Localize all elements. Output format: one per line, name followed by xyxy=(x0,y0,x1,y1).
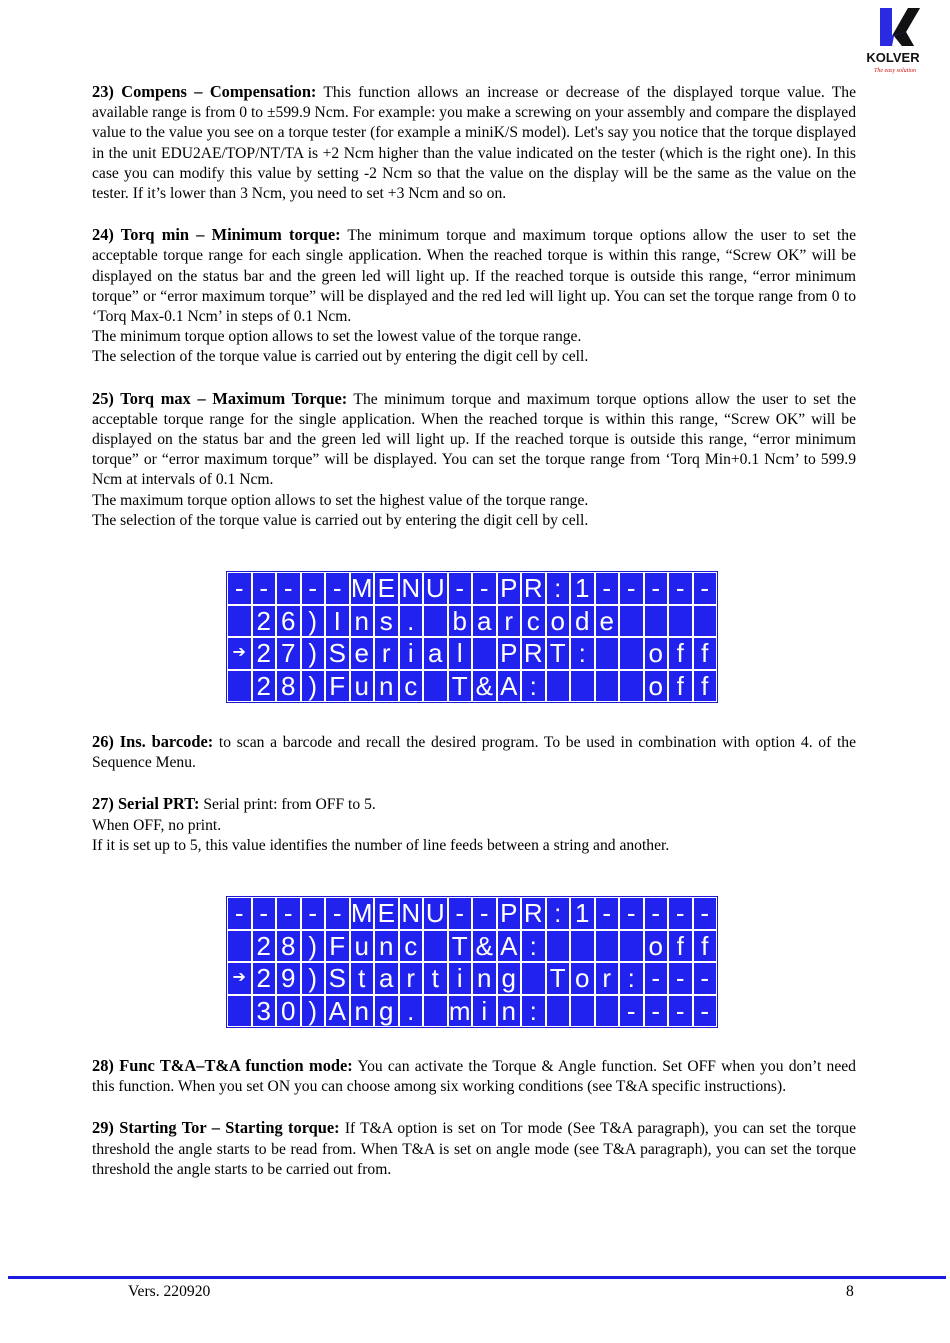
lcd-char-cell: 7 xyxy=(276,637,301,670)
lcd-char-cell: d xyxy=(570,605,595,638)
lcd-char-cell: N xyxy=(399,897,424,930)
lcd-char-cell xyxy=(619,930,644,963)
lcd-char-cell: - xyxy=(227,572,252,605)
lcd-char-cell: t xyxy=(350,962,375,995)
lcd-char-cell xyxy=(693,605,718,638)
lcd-char-cell: r xyxy=(497,605,522,638)
lcd-char-cell: M xyxy=(350,573,373,603)
lcd-char-cell: l xyxy=(448,637,473,670)
lcd-char-cell: 6 xyxy=(276,605,301,638)
lcd-display-menu-2 xyxy=(226,896,718,1028)
section-text: If T&A option is set on Tor mode (See T&A paragraph), you can set the torque threshold the angle starts to be read from. When T&A is set on angle mode (see T&A paragraph), you can set the torque threshold the angle starts to be carried out from. xyxy=(92,1120,856,1178)
lcd-char-cell: ) xyxy=(301,605,326,638)
lcd-char-cell xyxy=(570,670,595,703)
lcd-char-cell: P xyxy=(497,637,522,670)
lcd-char-cell: R xyxy=(521,897,546,930)
lcd-char-cell: P xyxy=(497,897,522,930)
lcd-char-cell: - xyxy=(693,897,718,930)
kolver-logo xyxy=(862,6,924,78)
lcd-char-cell: - xyxy=(668,897,693,930)
lcd-char-cell: - xyxy=(619,572,644,605)
lcd-char-cell: e xyxy=(350,637,375,670)
section-heading: 25) Torq max – Maximum Torque: xyxy=(92,388,348,408)
lcd-char-cell: A xyxy=(497,930,522,963)
lcd-char-cell: c xyxy=(521,605,546,638)
lcd-char-cell: u xyxy=(350,930,375,963)
lcd-char-cell: n xyxy=(472,962,497,995)
logo-name: KOLVER xyxy=(866,50,920,65)
lcd-char-cell xyxy=(546,670,571,703)
lcd-char-cell: T xyxy=(546,962,571,995)
lcd-char-cell: ) xyxy=(301,670,326,703)
lcd-char-cell xyxy=(619,670,644,703)
lcd-char-cell: 2 xyxy=(252,930,277,963)
lcd-char-cell xyxy=(546,995,571,1028)
lcd-char-cell xyxy=(570,930,595,963)
lcd-char-cell: : xyxy=(570,637,595,670)
footer-version: Vers. 220920 xyxy=(128,1283,211,1300)
lcd-char-cell: U xyxy=(423,572,448,605)
lcd-char-cell: R xyxy=(521,637,546,670)
lcd-char-cell: - xyxy=(276,897,301,930)
lcd-char-cell: 9 xyxy=(276,962,301,995)
lcd-char-cell: . xyxy=(399,605,424,638)
lcd-char-cell: : xyxy=(521,930,546,963)
lcd-char-cell: : xyxy=(546,572,571,605)
lcd-char-cell: - xyxy=(693,962,718,995)
lcd-char-cell: t xyxy=(423,962,448,995)
section-line: The maximum torque option allows to set the highest value of the torque range. xyxy=(92,491,589,509)
lcd-char-cell: F xyxy=(325,670,350,703)
lcd-char-cell: : xyxy=(521,670,546,703)
lcd-char-cell xyxy=(472,637,497,670)
lcd-char-cell xyxy=(644,605,669,638)
lcd-char-cell: - xyxy=(619,897,644,930)
section-text: The minimum torque and maximum torque options allow the user to set the acceptable torque range for each single application. When the reached torque is within this range, “Screw OK” will be displayed on the status bar and the green led will light up. If the reached torque is outside this range, “error minimum torque” or “error maximum torque” will be displayed and the red led will light up. You can set the torque range from 0 to ‘Torq Max-0.1 Ncm’ in steps of 0.1 Ncm. xyxy=(92,227,856,326)
lcd-char-cell xyxy=(595,637,620,670)
lcd-char-cell: A xyxy=(497,670,522,703)
lcd-char-cell xyxy=(423,930,448,963)
lcd-char-cell: r xyxy=(595,962,620,995)
lcd-char-cell: a xyxy=(472,605,497,638)
lcd-char-cell: - xyxy=(276,572,301,605)
page-number: 8 xyxy=(846,1283,854,1300)
lcd-char-cell: T xyxy=(448,930,473,963)
lcd-char-cell: A xyxy=(325,995,350,1028)
lcd-char-cell xyxy=(546,930,571,963)
lcd-char-cell: r xyxy=(374,637,399,670)
lcd-char-cell: S xyxy=(325,637,350,670)
lcd-char-cell: 0 xyxy=(276,995,301,1028)
lcd-char-cell: M xyxy=(350,898,373,928)
lcd-char-cell: - xyxy=(325,572,350,605)
section-28 xyxy=(92,1056,856,1097)
lcd-char-cell: i xyxy=(472,995,497,1028)
lcd-char-cell: - xyxy=(668,572,693,605)
lcd-char-cell: U xyxy=(423,897,448,930)
section-27 xyxy=(92,794,856,856)
lcd-char-cell: s xyxy=(374,605,399,638)
lcd-char-cell xyxy=(423,605,448,638)
lcd-char-cell xyxy=(423,995,448,1028)
lcd-char-cell: o xyxy=(644,930,669,963)
lcd-char-cell: 2 xyxy=(252,605,277,638)
lcd-char-cell: 3 xyxy=(252,995,277,1028)
lcd-char-cell: - xyxy=(472,572,497,605)
lcd-char-cell xyxy=(423,670,448,703)
lcd-char-cell: E xyxy=(374,897,399,930)
lcd-char-cell: I xyxy=(325,605,350,638)
lcd-char-cell: - xyxy=(693,995,718,1028)
lcd-char-cell: - xyxy=(644,962,669,995)
lcd-char-cell: - xyxy=(252,897,277,930)
footer-rule xyxy=(8,1276,946,1279)
lcd-char-cell: 1 xyxy=(570,572,595,605)
lcd-char-cell: 8 xyxy=(276,670,301,703)
lcd-char-cell: : xyxy=(546,897,571,930)
section-heading: 29) Starting Tor – Starting torque: xyxy=(92,1118,340,1138)
lcd-char-cell: - xyxy=(668,962,693,995)
lcd-char-cell: - xyxy=(325,897,350,930)
lcd-char-cell: n xyxy=(374,930,399,963)
lcd-char-cell: o xyxy=(644,637,669,670)
lcd-char-cell: o xyxy=(644,670,669,703)
lcd-char-cell xyxy=(227,670,252,703)
lcd-char-cell: ) xyxy=(301,995,326,1028)
lcd-char-cell: n xyxy=(374,670,399,703)
lcd-char-cell xyxy=(668,605,693,638)
lcd-char-cell: - xyxy=(301,572,326,605)
lcd-char-cell: f xyxy=(668,637,693,670)
lcd-char-cell: 8 xyxy=(276,930,301,963)
logo-tagline: The easy solution xyxy=(874,68,916,74)
section-text: Serial print: from OFF to 5. xyxy=(203,796,376,814)
lcd-char-cell: c xyxy=(399,930,424,963)
lcd-char-cell: - xyxy=(595,897,620,930)
lcd-char-cell: n xyxy=(497,995,522,1028)
lcd-char-cell: T xyxy=(546,637,571,670)
lcd-char-cell: n xyxy=(350,995,375,1028)
lcd-char-cell: T xyxy=(448,670,473,703)
section-heading: 28) Func T&A–T&A function mode: xyxy=(92,1056,353,1075)
lcd-char-cell: - xyxy=(619,995,644,1028)
lcd-char-cell xyxy=(227,605,252,638)
lcd-char-cell: i xyxy=(399,637,424,670)
section-line: The selection of the torque value is carried out by entering the digit cell by cell. xyxy=(92,511,589,529)
lcd-char-cell: - xyxy=(448,572,473,605)
lcd-char-cell: - xyxy=(644,995,669,1028)
section-line: The minimum torque option allows to set the lowest value of the torque range. xyxy=(92,328,582,346)
lcd-char-cell: e xyxy=(595,605,620,638)
lcd-char-cell: a xyxy=(374,962,399,995)
section-heading: 24) Torq min – Minimum torque: xyxy=(92,225,341,245)
page-content-3 xyxy=(92,1056,856,1180)
section-line: The selection of the torque value is carried out by entering the digit cell by cell. xyxy=(92,348,589,366)
page-content xyxy=(92,82,856,531)
lcd-char-cell: - xyxy=(472,897,497,930)
lcd-char-cell: - xyxy=(301,897,326,930)
section-heading: 26) Ins. barcode: xyxy=(92,732,214,751)
lcd-char-cell: c xyxy=(399,670,424,703)
lcd-char-cell: 2 xyxy=(252,637,277,670)
page-content-2 xyxy=(92,732,856,856)
lcd-display-menu-1 xyxy=(226,571,718,703)
lcd-char-cell: & xyxy=(472,930,497,963)
section-24 xyxy=(92,225,856,367)
lcd-char-cell: n xyxy=(350,605,375,638)
section-text: You can activate the Torque & Angle function. Set OFF when you don’t need this function. When you set ON you can choose among six working conditions (see T&A specific instructions). xyxy=(92,1058,856,1096)
lcd-char-cell: . xyxy=(399,995,424,1028)
lcd-char-cell: : xyxy=(521,995,546,1028)
lcd-char-cell: - xyxy=(644,897,669,930)
lcd-char-cell: S xyxy=(325,962,350,995)
lcd-char-cell: a xyxy=(423,637,448,670)
lcd-char-cell: P xyxy=(497,572,522,605)
lcd-char-cell: E xyxy=(374,572,399,605)
lcd-char-cell xyxy=(619,637,644,670)
lcd-char-cell: N xyxy=(399,572,424,605)
section-23 xyxy=(92,82,856,204)
lcd-char-cell: ) xyxy=(301,962,326,995)
lcd-char-cell: - xyxy=(693,572,718,605)
selection-arrow-icon: ➔ xyxy=(227,637,252,670)
lcd-char-cell xyxy=(619,605,644,638)
lcd-char-cell: ) xyxy=(301,637,326,670)
lcd-char-cell: f xyxy=(693,670,718,703)
section-29 xyxy=(92,1118,856,1180)
lcd-char-cell: : xyxy=(619,962,644,995)
section-text: This function allows an increase or decrease of the displayed torque value. The available range is from 0 to ±599.9 Ncm. For example: you make a screwing on your assembly and compare the displayed value to the value you see on a torque tester (for example a miniK/S model). Let's say you notice that the torque displayed in the unit EDU2AE/TOP/NT/TA is +2 Ncm higher than the value indicated on the tester (which is the right one). In this case you can modify this value by setting -2 Ncm so that the value on the display will be the same as the value on the tester. If it’s lower than 3 Ncm, you need to set +3 Ncm and so on. xyxy=(92,84,856,203)
lcd-char-cell: g xyxy=(374,995,399,1028)
lcd-char-cell: - xyxy=(448,897,473,930)
lcd-char-cell: r xyxy=(399,962,424,995)
lcd-char-cell: R xyxy=(521,572,546,605)
lcd-char-cell xyxy=(595,995,620,1028)
lcd-char-cell: o xyxy=(570,962,595,995)
lcd-char-cell: g xyxy=(497,962,522,995)
lcd-char-cell: b xyxy=(448,605,473,638)
section-25 xyxy=(92,389,856,531)
section-line: If it is set up to 5, this value identifies the number of line feeds between a string and another. xyxy=(92,836,670,854)
section-text: The minimum torque and maximum torque options allow the user to set the acceptable torque range for the single application. When the reached torque is within this range, “Screw OK” will be displayed on the status bar and the green led will light up. If the reached torque is outside this range, “error minimum torque” or “error maximum torque” will be displayed. You can set the torque range from ‘Torq Min+0.1 Ncm’ to 599.9 Ncm at intervals of 0.1 Ncm. xyxy=(92,390,856,489)
lcd-char-cell: - xyxy=(668,995,693,1028)
lcd-char-cell: 2 xyxy=(252,962,277,995)
lcd-char-cell xyxy=(595,670,620,703)
lcd-char-cell: ) xyxy=(301,930,326,963)
lcd-char-cell: - xyxy=(227,897,252,930)
lcd-char-cell xyxy=(570,995,595,1028)
lcd-char-cell xyxy=(227,995,252,1028)
section-heading: 27) Serial PRT: xyxy=(92,794,200,814)
section-line: When OFF, no print. xyxy=(92,816,222,834)
lcd-char-cell: f xyxy=(693,637,718,670)
lcd-char-cell: & xyxy=(472,670,497,703)
lcd-char-cell: - xyxy=(252,572,277,605)
lcd-char-cell xyxy=(227,930,252,963)
lcd-char-cell: m xyxy=(448,995,471,1026)
section-heading: 23) Compens – Compensation: xyxy=(92,82,317,101)
lcd-char-cell: - xyxy=(595,572,620,605)
lcd-char-cell: f xyxy=(693,930,718,963)
lcd-char-cell xyxy=(595,930,620,963)
lcd-char-cell: F xyxy=(325,930,350,963)
lcd-char-cell: 2 xyxy=(252,670,277,703)
lcd-char-cell xyxy=(521,962,546,995)
section-text: to scan a barcode and recall the desired program. To be used in combination with option 4. of the Sequence Menu. xyxy=(92,734,857,772)
lcd-char-cell: o xyxy=(546,605,571,638)
lcd-char-cell: 1 xyxy=(570,897,595,930)
lcd-char-cell: u xyxy=(350,670,375,703)
lcd-char-cell: - xyxy=(644,572,669,605)
lcd-char-cell: i xyxy=(448,962,473,995)
lcd-char-cell: f xyxy=(668,670,693,703)
lcd-char-cell: f xyxy=(668,930,693,963)
section-26 xyxy=(92,732,856,773)
selection-arrow-icon: ➔ xyxy=(227,962,252,995)
